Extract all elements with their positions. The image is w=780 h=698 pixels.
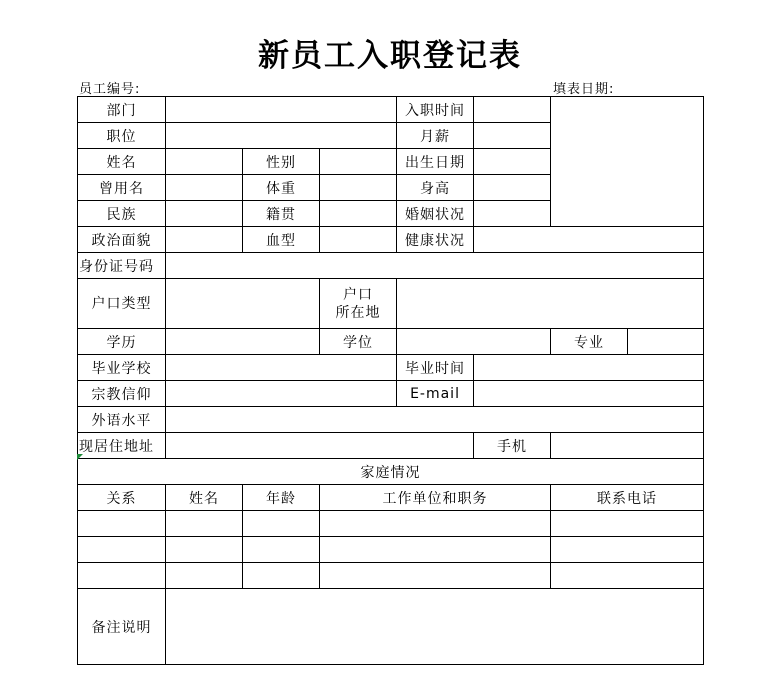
label-entry-time: 入职时间 — [397, 97, 474, 123]
family-cell-phone[interactable] — [551, 537, 704, 563]
family-cell-phone[interactable] — [551, 511, 704, 537]
input-blood-type[interactable] — [320, 227, 397, 253]
label-email: E-mail — [397, 381, 474, 407]
family-cell-workplace[interactable] — [320, 537, 551, 563]
family-cell-name[interactable] — [166, 537, 243, 563]
input-foreign-language[interactable] — [166, 407, 704, 433]
input-height[interactable] — [474, 175, 551, 201]
family-col-relation: 关系 — [78, 485, 166, 511]
label-religion: 宗教信仰 — [78, 381, 166, 407]
input-name[interactable] — [166, 149, 243, 175]
family-cell-name[interactable] — [166, 563, 243, 589]
fill-date-label: 填表日期: — [553, 82, 615, 97]
input-hukou-type[interactable] — [166, 279, 320, 329]
family-col-age: 年龄 — [243, 485, 320, 511]
employee-no-label: 员工编号: — [79, 82, 141, 97]
label-hukou-location-line1: 户口 — [343, 286, 373, 303]
label-graduate-school: 毕业学校 — [78, 355, 166, 381]
input-ethnicity[interactable] — [166, 201, 243, 227]
cell-comment-marker — [77, 454, 83, 460]
label-health-status: 健康状况 — [397, 227, 474, 253]
label-mobile: 手机 — [474, 433, 551, 459]
input-graduate-school[interactable] — [166, 355, 397, 381]
family-cell-workplace[interactable] — [320, 511, 551, 537]
input-email[interactable] — [474, 381, 704, 407]
input-current-address[interactable] — [166, 433, 474, 459]
family-cell-relation[interactable] — [78, 511, 166, 537]
label-graduation-time: 毕业时间 — [397, 355, 474, 381]
registration-form-table — [77, 96, 704, 665]
input-entry-time[interactable] — [474, 97, 551, 123]
input-marital-status[interactable] — [474, 201, 551, 227]
family-row — [78, 511, 704, 537]
input-hukou-location[interactable] — [397, 279, 704, 329]
label-hukou-location — [320, 279, 397, 329]
label-position: 职位 — [78, 123, 166, 149]
family-col-phone: 联系电话 — [551, 485, 704, 511]
input-mobile[interactable] — [551, 433, 704, 459]
family-cell-relation[interactable] — [78, 563, 166, 589]
input-gender[interactable] — [320, 149, 397, 175]
family-cell-workplace[interactable] — [320, 563, 551, 589]
input-department[interactable] — [166, 97, 397, 123]
label-department: 部门 — [78, 97, 166, 123]
input-graduation-time[interactable] — [474, 355, 704, 381]
label-blood-type: 血型 — [243, 227, 320, 253]
label-gender: 性别 — [243, 149, 320, 175]
family-cell-phone[interactable] — [551, 563, 704, 589]
label-hukou-location-line2: 所在地 — [335, 304, 381, 321]
label-id-number: 身份证号码 — [78, 253, 166, 279]
input-degree[interactable] — [397, 329, 551, 355]
family-col-workplace: 工作单位和职务 — [320, 485, 551, 511]
family-cell-name[interactable] — [166, 511, 243, 537]
label-major: 专业 — [551, 329, 628, 355]
label-hukou-type: 户口类型 — [78, 279, 166, 329]
form-title: 新员工入职登记表 — [258, 38, 522, 74]
label-ethnicity: 民族 — [78, 201, 166, 227]
label-height: 身高 — [397, 175, 474, 201]
label-weight: 体重 — [243, 175, 320, 201]
family-col-name: 姓名 — [166, 485, 243, 511]
label-name: 姓名 — [78, 149, 166, 175]
family-row — [78, 563, 704, 589]
input-major[interactable] — [628, 329, 704, 355]
photo-area[interactable] — [551, 97, 704, 227]
input-former-name[interactable] — [166, 175, 243, 201]
family-cell-relation[interactable] — [78, 537, 166, 563]
input-health-status[interactable] — [474, 227, 704, 253]
label-political-status: 政治面貌 — [78, 227, 166, 253]
label-current-address: 现居住地址 — [78, 433, 166, 459]
input-political-status[interactable] — [166, 227, 243, 253]
label-native-place: 籍贯 — [243, 201, 320, 227]
label-foreign-language: 外语水平 — [78, 407, 166, 433]
family-cell-age[interactable] — [243, 511, 320, 537]
family-cell-age[interactable] — [243, 563, 320, 589]
input-position[interactable] — [166, 123, 397, 149]
label-degree: 学位 — [320, 329, 397, 355]
input-education[interactable] — [166, 329, 320, 355]
label-remarks: 备注说明 — [78, 589, 166, 665]
family-section-title: 家庭情况 — [78, 459, 704, 485]
label-monthly-salary: 月薪 — [397, 123, 474, 149]
label-former-name: 曾用名 — [78, 175, 166, 201]
input-monthly-salary[interactable] — [474, 123, 551, 149]
family-row — [78, 537, 704, 563]
input-birth-date[interactable] — [474, 149, 551, 175]
input-religion[interactable] — [166, 381, 397, 407]
label-birth-date: 出生日期 — [397, 149, 474, 175]
input-id-number[interactable] — [166, 253, 704, 279]
family-cell-age[interactable] — [243, 537, 320, 563]
label-education: 学历 — [78, 329, 166, 355]
input-remarks[interactable] — [166, 589, 704, 665]
input-native-place[interactable] — [320, 201, 397, 227]
input-weight[interactable] — [320, 175, 397, 201]
label-marital-status: 婚姻状况 — [397, 201, 474, 227]
